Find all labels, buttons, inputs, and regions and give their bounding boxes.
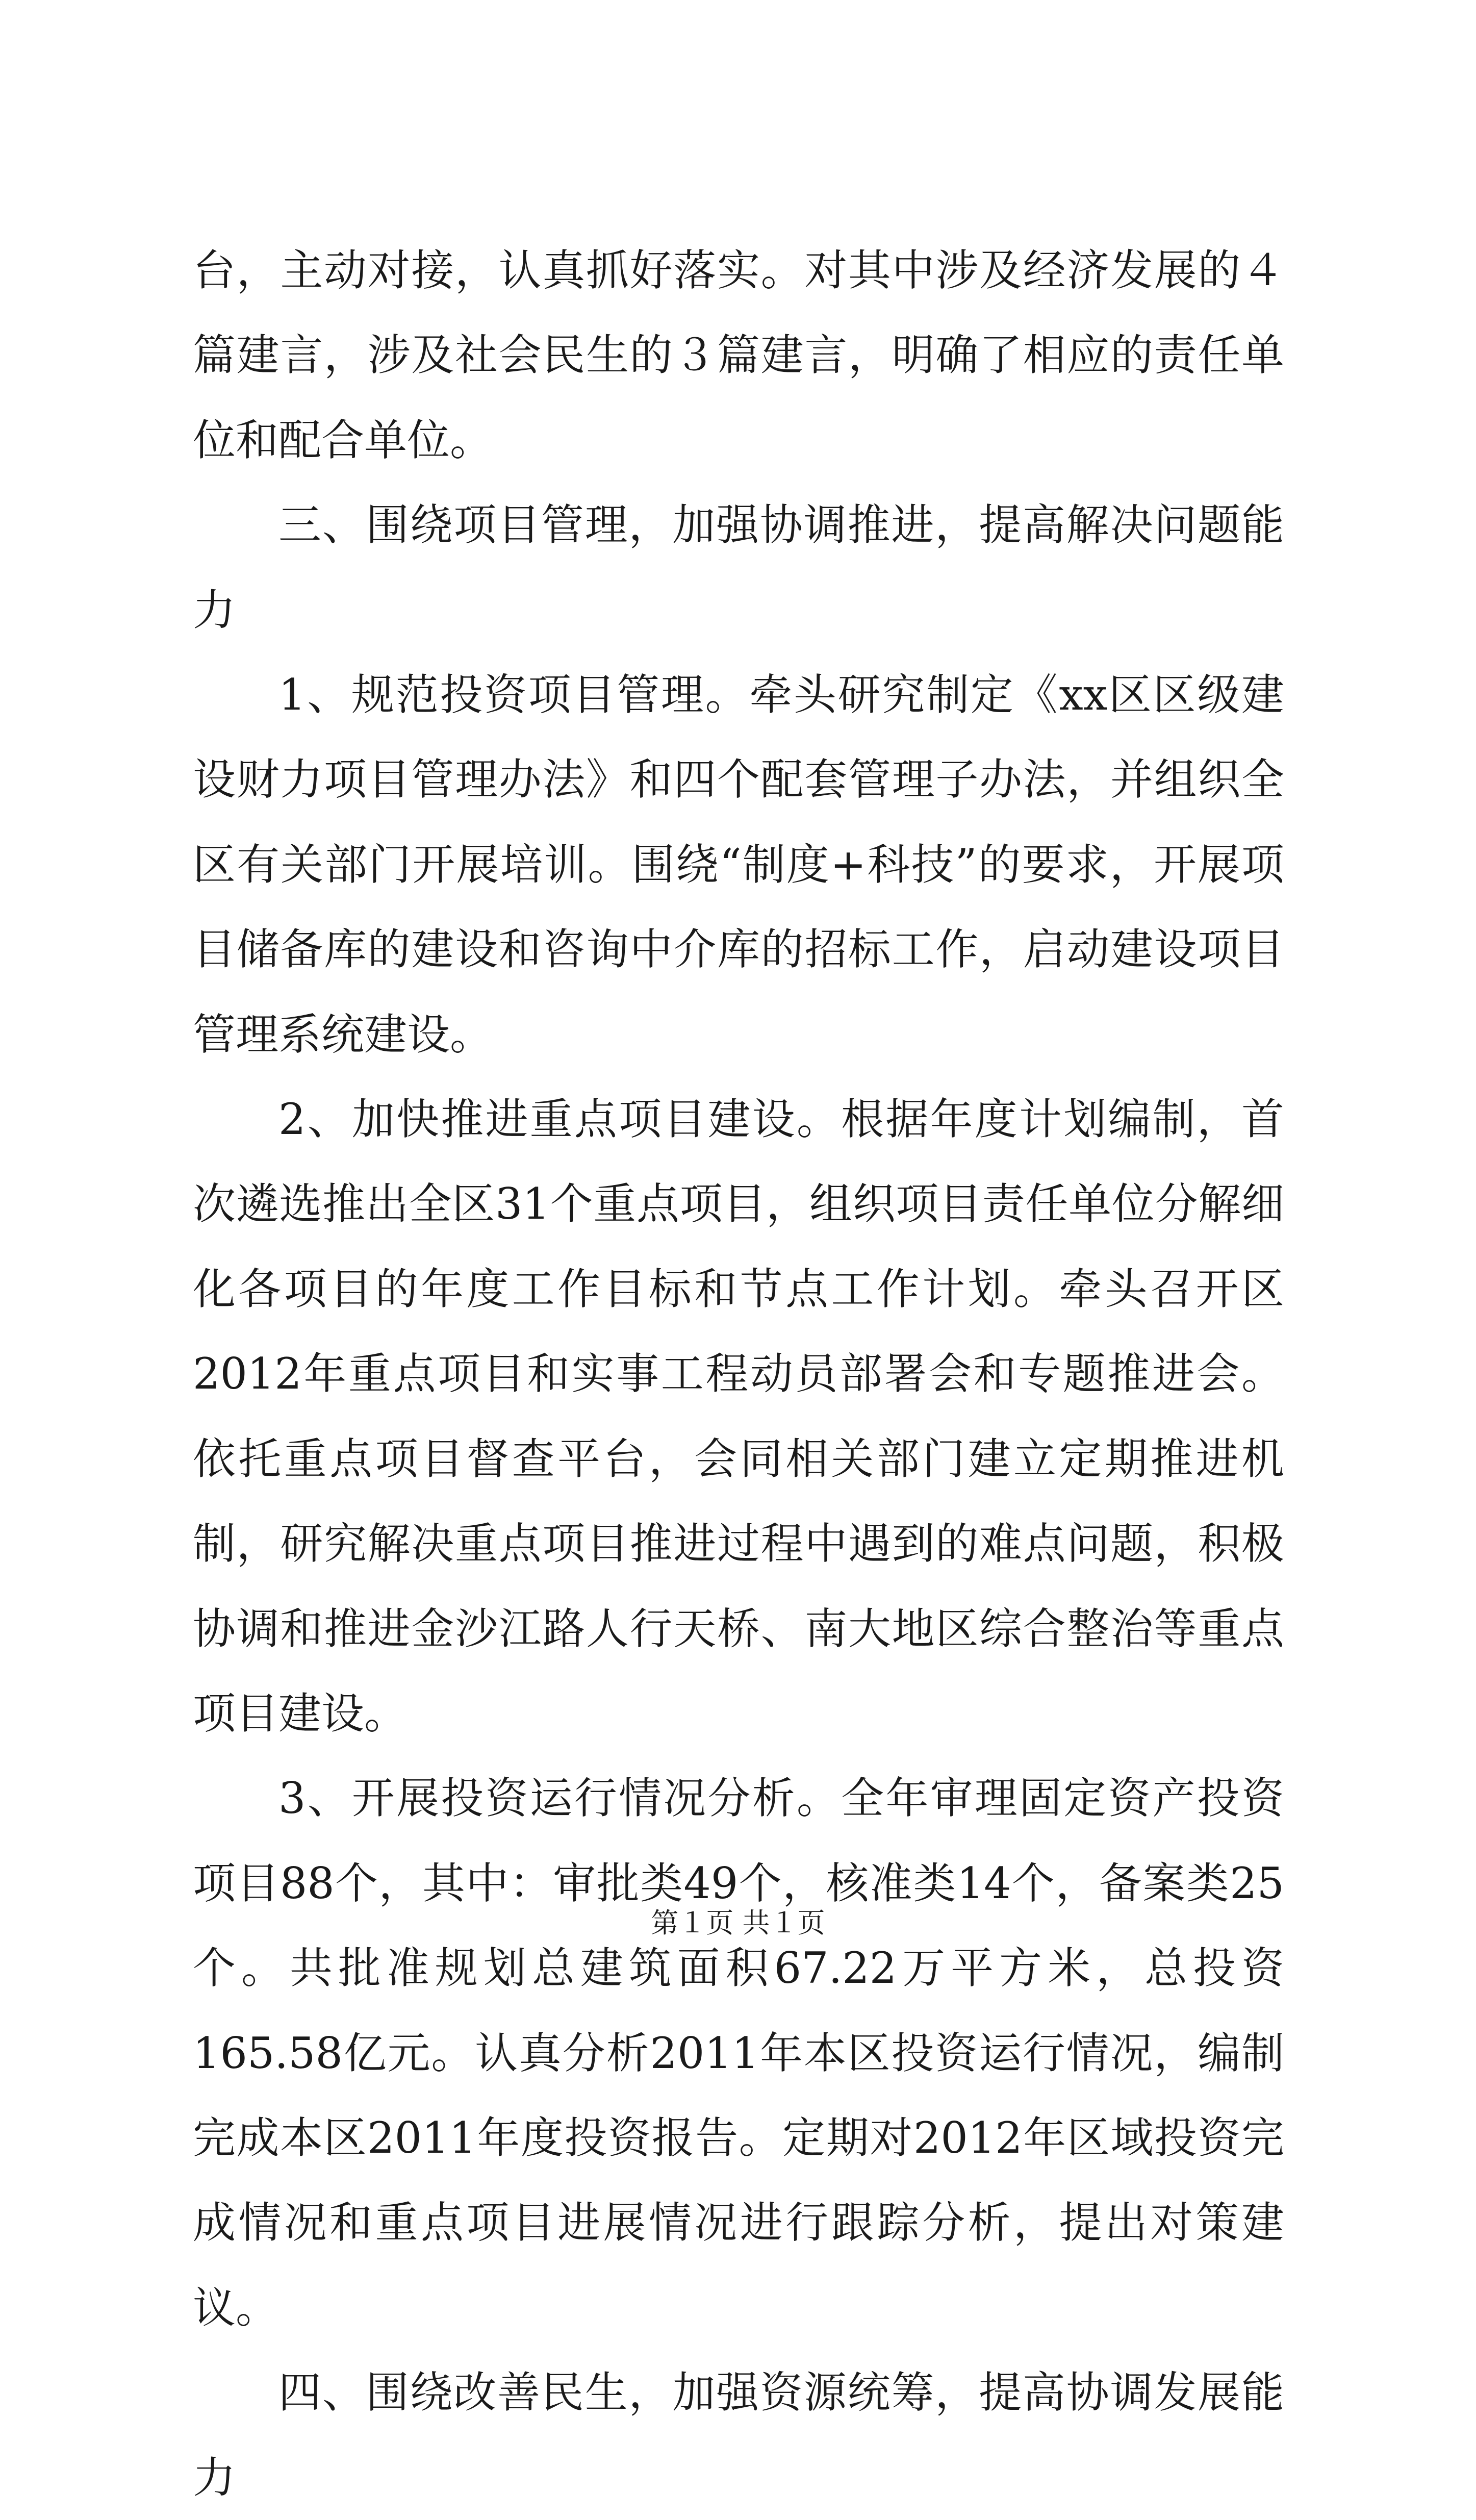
document-body — [193, 228, 1284, 2520]
page-number-label: 第１页 共１页 — [651, 1907, 825, 1939]
paragraph-item-3: 3、开展投资运行情况分析。全年审理固定资产投资项目88个，其中：审批类49个，核准类14个，备案类25个。共批准规划总建筑面积67.22万平方米，总投资165.58亿元。认真分析2011年本区投资运行情况，编制完成本区2011年度投资报告。定期对2012年区域投资完成情况和重点项目进展情况进行跟踪分析，提出对策建议。 — [193, 1773, 1284, 2333]
page-footer — [0, 1905, 1476, 1941]
paragraph-continuation: 台，主动对接，认真抓好落实。对其中涉及经济发展的４篇建言，涉及社会民生的３篇建言，明确了相应的责任单位和配合单位。 — [193, 245, 1284, 465]
paragraph-item-2: 2、加快推进重点项目建设。根据年度计划编制，首次遴选推出全区31个重点项目，组织项目责任单位分解细化各项目的年度工作目标和节点工作计划。牵头召开区2012年重点项目和实事工程动员部署会和专题推进会。依托重点项目督查平台，会同相关部门建立定期推进机制，研究解决重点项目推进过程中遇到的难点问题，积极协调和推进金沙江路人行天桥、南大地区综合整治等重点项目建设。 — [193, 1094, 1284, 1738]
section-heading-three: 三、围绕项目管理，加强协调推进，提高解决问题能力 — [193, 500, 1284, 635]
section-heading-four: 四、围绕改善民生，加强资源统筹，提高协调发展能力 — [193, 2367, 1284, 2503]
paragraph-item-1: 1、规范投资项目管理。牵头研究制定《xx区区级建设财力项目管理办法》和四个配套管理子办法，并组织全区有关部门开展培训。围绕“制度+科技”的要求，开展项目储备库的建设和咨询中介库的招标工作，启动建设项目管理系统建设。 — [193, 670, 1284, 1060]
